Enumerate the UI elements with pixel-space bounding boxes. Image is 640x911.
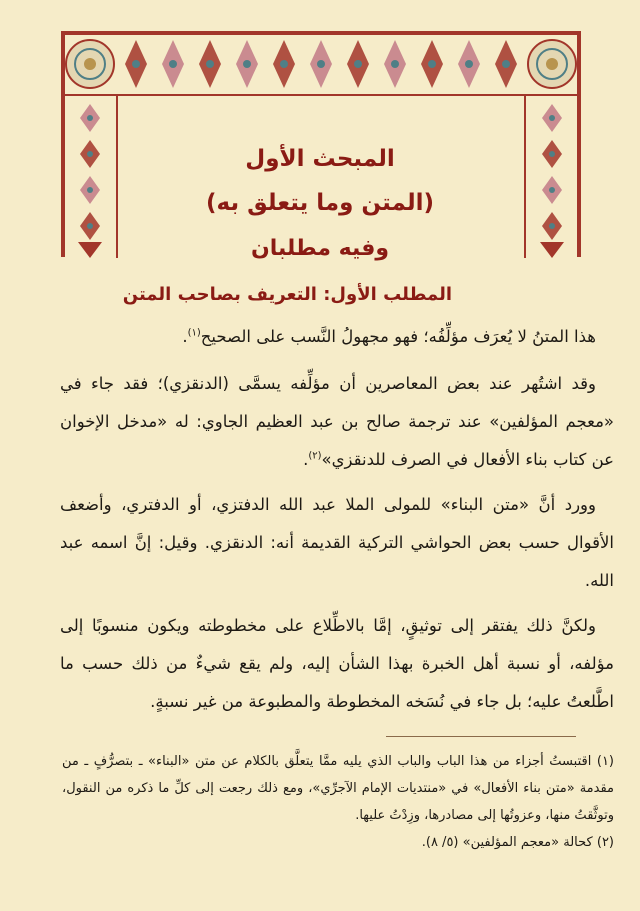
footnote-number: (٢) bbox=[596, 835, 614, 850]
chapter-subtitle: (المتن وما يتعلق به) bbox=[206, 190, 434, 216]
side-motif-dot bbox=[87, 151, 93, 157]
side-motif-dot bbox=[549, 223, 555, 229]
rosette-center bbox=[546, 58, 558, 70]
top-motif-dot bbox=[354, 60, 362, 68]
top-motif-dot bbox=[465, 60, 473, 68]
side-motif-dot bbox=[87, 187, 93, 193]
top-motif-dot bbox=[169, 60, 177, 68]
chapter-title: المبحث الأول bbox=[245, 146, 395, 172]
chapter-section-count: وفيه مطلبان bbox=[250, 236, 390, 261]
pendant-tip bbox=[540, 242, 564, 258]
paragraph bbox=[60, 486, 614, 600]
paragraph-text: هذا المتنُ لا يُعرَف مؤلِّفُه؛ فهو مجهولُ النَّسب على الصحيح bbox=[200, 327, 596, 346]
paragraph bbox=[60, 365, 614, 479]
footnote bbox=[62, 829, 614, 856]
side-motif-dot bbox=[549, 115, 555, 121]
footnote-ref[interactable]: (١) bbox=[187, 327, 201, 339]
top-motif-dot bbox=[206, 60, 214, 68]
section-title: المطلب الأول: التعريف بصاحب المتن bbox=[122, 284, 452, 305]
top-motif-dot bbox=[502, 60, 510, 68]
footnote-ref[interactable]: (٢) bbox=[308, 450, 322, 462]
paragraph bbox=[60, 607, 614, 721]
side-motif-dot bbox=[549, 151, 555, 157]
frame-right-inner-band bbox=[524, 94, 526, 258]
paragraph-text: ولكنَّ ذلك يفتقر إلى توثيقٍ، إمَّا بالاطِّلاع على مخطوطته ويكون منسوبًا إلى مؤلفه، أو نسبة أهل الخبرة بهذا الشأن إليه، ولم يقع شيءٌ من ذلك حسب ما اطَّلعتُ عليه؛ بل جاء في نُسَخه المخطوطة والمطبوعة من غير نسبةٍ. bbox=[60, 616, 614, 711]
pendant-tip bbox=[78, 242, 102, 258]
frame-top-inner-band bbox=[61, 94, 581, 96]
top-motif-dot bbox=[243, 60, 251, 68]
top-motif-dot bbox=[280, 60, 288, 68]
paragraph-end: . bbox=[182, 327, 188, 346]
top-motif-dot bbox=[132, 60, 140, 68]
footnotes bbox=[62, 748, 614, 856]
side-motif-dot bbox=[87, 223, 93, 229]
side-motif-dot bbox=[549, 187, 555, 193]
frame-left-inner-band bbox=[116, 94, 118, 258]
paragraph bbox=[60, 318, 614, 356]
top-motif-dot bbox=[428, 60, 436, 68]
footnote bbox=[62, 748, 614, 829]
paragraph-text: وورد أنَّ «متن البناء» للمولى الملا عبد الله الدفتزي، أو الدفتري، وأضعف الأقوال حسب بعض الحواشي التركية القديمة أنه: الدنقزي. وقيل: إنَّ اسمه عبد الله. bbox=[60, 495, 614, 590]
paragraph-text: وقد اشتُهر عند بعض المعاصرين أن مؤلِّفه يسمَّى (الدنقزي)؛ فقد جاء في «معجم المؤلفين» عند ترجمة صالح بن عبد العظيم الجاوي: له «مدخل الإخوان عن كتاب بناء الأفعال في الصرف للدنقزي» bbox=[60, 374, 614, 469]
frame-right-band bbox=[577, 31, 581, 257]
ornamental-frame bbox=[60, 30, 582, 258]
footnote-text: اقتبستُ أجزاء من هذا الباب والباب الذي يليه ممَّا يتعلَّق بالكلام عن متن «البناء» ـ بتصرُّفٍ ـ من مقدمة «متن بناء الأفعال» في «منتديات الإمام الآجرِّي»، ومع ذلك رجعت إلى كلِّ ما ذكره من النقول، وتوثَّقتُ منها، وعزوتُها إلى مصادرها، وزِدْتُ عليها. bbox=[62, 754, 614, 823]
footnote-text: كحالة «معجم المؤلفين» (٥/ ٨). bbox=[421, 835, 593, 850]
top-motif-dot bbox=[317, 60, 325, 68]
frame-top-band bbox=[61, 31, 581, 35]
paragraph-end: . bbox=[303, 450, 309, 469]
footnote-number: (١) bbox=[596, 754, 614, 769]
top-motif-dot bbox=[391, 60, 399, 68]
footnote-divider bbox=[386, 736, 576, 737]
frame-left-band bbox=[61, 31, 65, 257]
side-motif-dot bbox=[87, 115, 93, 121]
rosette-center bbox=[84, 58, 96, 70]
